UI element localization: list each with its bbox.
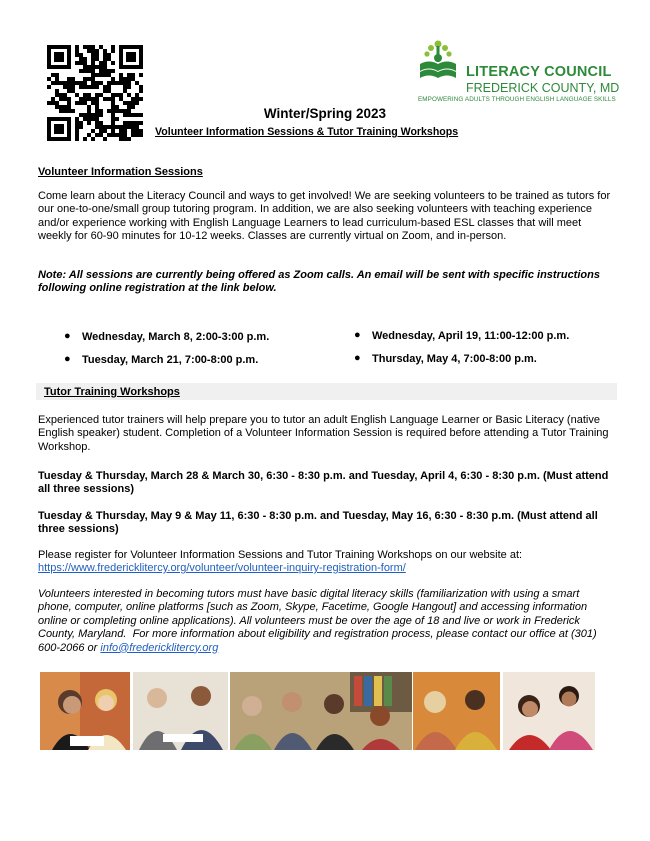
book-tree-icon bbox=[416, 38, 466, 82]
qr-code bbox=[47, 45, 143, 141]
photo-group-class bbox=[230, 672, 412, 750]
training-series-1: Tuesday & Thursday, March 28 & March 30, 6:30 - 8:30 p.m. and Tuesday, April 4, 6:30 - 8:30 p.m. (Must attend all three sessions) bbox=[38, 470, 609, 496]
volunteer-requirements bbox=[38, 588, 612, 655]
logo-location: FREDERICK COUNTY, MD bbox=[466, 81, 620, 95]
session-item bbox=[354, 352, 537, 365]
bullet-icon: ● bbox=[64, 330, 71, 342]
session-item bbox=[354, 329, 570, 342]
literacy-council-logo bbox=[416, 38, 620, 106]
contact-email-link[interactable]: info@fredericklitercy.org bbox=[100, 641, 219, 654]
tutor-training-body: Experienced tutor trainers will help prepare you to tutor an adult English Language Learner or Basic Literacy (native English speaker) student. Completion of a Volunteer Information Session is required before attending a Tutor Training Workshop. bbox=[38, 414, 609, 453]
bullet-icon: ● bbox=[354, 352, 361, 364]
session-date: Thursday, May 4, 7:00-8:00 p.m. bbox=[372, 353, 537, 365]
photo-tutor-session bbox=[133, 672, 228, 750]
session-date: Wednesday, March 8, 2:00-3:00 p.m. bbox=[82, 331, 270, 343]
tutor-training-heading: Tutor Training Workshops bbox=[44, 386, 180, 398]
logo-org-name: LITERACY COUNCIL bbox=[466, 64, 612, 80]
info-sessions-body: Come learn about the Literacy Council and ways to get involved! We are seeking volunteers to be trained as tutors for our one-to-one/small group tutoring program. In addition, we are also seeking volunteers with teaching experience and/or experience working with English Language Learners to lead curriculum-based ESL classes that will meet weekly for 60-90 minutes for 10-12 weeks. Classes are currently virtual on Zoom, and in-person. bbox=[38, 190, 611, 243]
registration-text: Please register for Volunteer Information Sessions and Tutor Training Workshops on our website at: bbox=[38, 549, 523, 561]
info-sessions-heading: Volunteer Information Sessions bbox=[38, 166, 203, 178]
session-item bbox=[64, 330, 270, 343]
session-date: Tuesday, March 21, 7:00-8:00 p.m. bbox=[82, 354, 259, 366]
page-title: Winter/Spring 2023 bbox=[263, 106, 387, 121]
bullet-icon: ● bbox=[354, 329, 361, 341]
training-series-2: Tuesday & Thursday, May 9 & May 11, 6:30 - 8:30 p.m. and Tuesday, May 16, 6:30 - 8:30 p.m. (Must attend all three sessions) bbox=[38, 510, 598, 536]
registration-link[interactable]: https://www.fredericklitercy.org/volunteer/volunteer-inquiry-registration-form/ bbox=[38, 562, 406, 574]
photo-learners bbox=[503, 672, 595, 750]
qr-code-graphic bbox=[47, 45, 143, 141]
photo-tutoring-pair bbox=[40, 672, 130, 750]
logo-tagline: EMPOWERING ADULTS THROUGH ENGLISH LANGUAGE SKILLS bbox=[418, 96, 616, 103]
session-date: Wednesday, April 19, 11:00-12:00 p.m. bbox=[372, 330, 570, 342]
page-subtitle: Volunteer Information Sessions & Tutor Training Workshops bbox=[155, 126, 459, 138]
photo-conversation bbox=[413, 672, 500, 750]
contact-text: For more information about eligibility and registration process, please contact our office at (301) 600-2066 or bbox=[38, 628, 597, 654]
zoom-note: Note: All sessions are currently being offered as Zoom calls. An email will be sent with specific instructions following online registration at the link below. bbox=[38, 269, 600, 295]
bullet-icon: ● bbox=[64, 353, 71, 365]
requirements-text: Volunteers interested in becoming tutors must have basic digital literacy skills (familiarization with using a smart phone, computer, online platforms [such as Zoom, Skype, Facetime, Google Hangout] and accessing information online or completing online applications). All volunteers must be over the age of 18 and live or work in Frederick County, Maryland. bbox=[38, 588, 588, 641]
session-item bbox=[64, 353, 259, 366]
